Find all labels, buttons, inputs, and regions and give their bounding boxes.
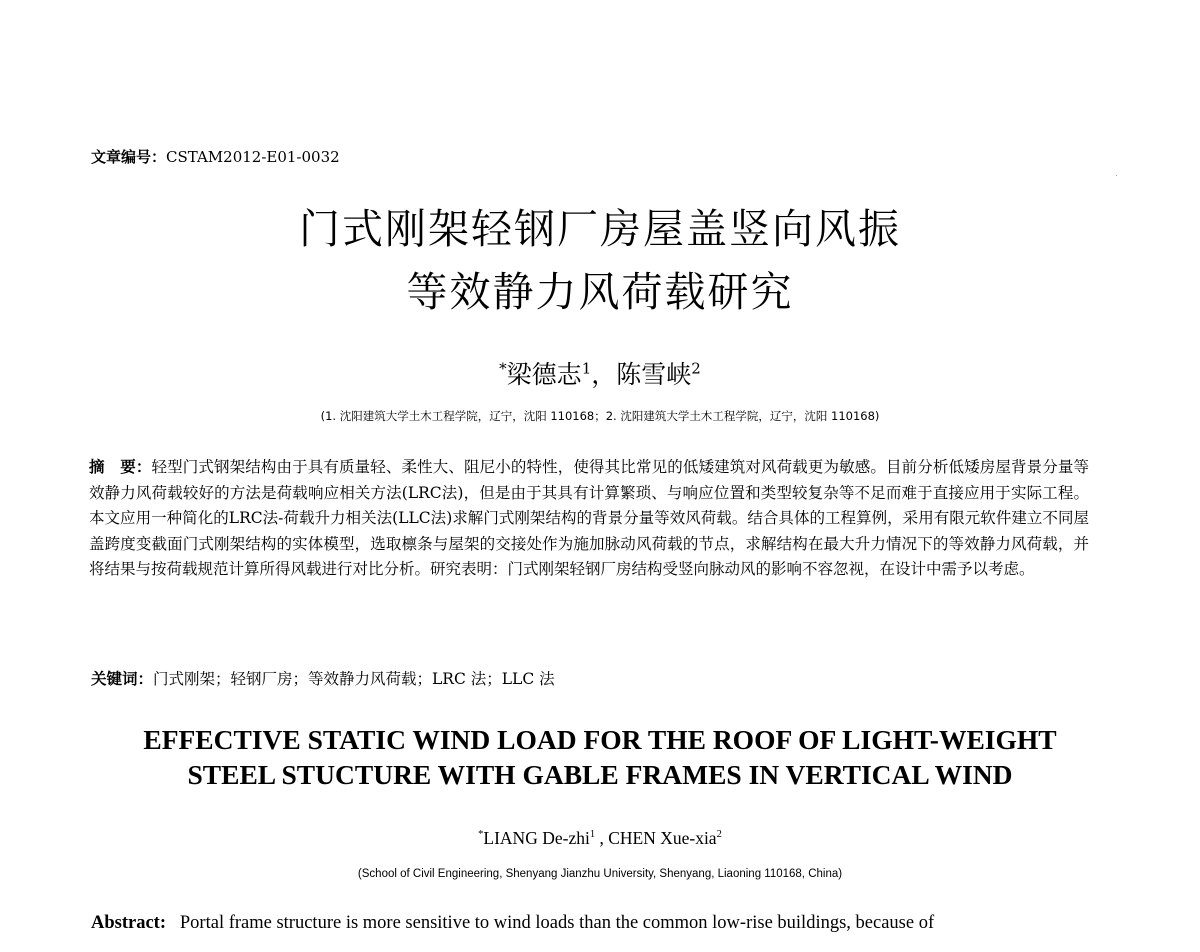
english-title-line-2: STEEL STUCTURE WITH GABLE FRAMES IN VERTICAL WIND	[187, 759, 1013, 790]
chinese-abstract-label: 摘 要：	[89, 458, 152, 476]
chinese-abstract	[89, 455, 1089, 583]
english-abstract	[91, 913, 1131, 934]
article-number: CSTAM2012-E01-0032	[166, 148, 340, 166]
article-number-label: 文章编号：	[91, 148, 167, 166]
english-authors	[0, 828, 1200, 849]
chinese-abstract-text: 轻型门式钢架结构由于具有质量轻、柔性大、阻尼小的特性，使得其比常见的低矮建筑对风荷载更为敏感。目前分析低矮房屋背景分量等效静力风荷载较好的方法是荷载响应相关方法(LRC法)，但是由于其具有计算繁琐、与响应位置和类型较复杂等不足而难于直接应用于实际工程。本文应用一种简化的LRC法-荷载升力相关法(LLC法)求解门式刚架结构的背景分量等效风荷载。结合具体的工程算例，采用有限元软件建立不同屋盖跨度变截面门式刚架结构的实体模型，选取檩条与屋架的交接处作为施加脉动风荷载的节点，求解结构在最大升力情况下的等效静力风荷载，并将结果与按荷载规范计算所得风载进行对比分析。研究表明：门式刚架轻钢厂房结构受竖向脉动风的影响不容忽视，在设计中需予以考虑。	[89, 458, 1090, 579]
english-corresponding-mark: *	[478, 829, 484, 841]
chinese-affiliation: (1. 沈阳建筑大学土木工程学院，辽宁，沈阳 110168；2. 沈阳建筑大学土木工程学院，辽宁，沈阳 110168)	[320, 409, 880, 423]
english-abstract-text: Portal frame structure is more sensitive to wind loads than the common low-rise buildings, because of	[179, 913, 935, 933]
chinese-author-2: 陈雪峡	[616, 360, 692, 389]
chinese-keywords	[91, 667, 555, 689]
chinese-keywords-label: 关键词：	[91, 670, 154, 688]
chinese-authors	[0, 355, 1200, 391]
chinese-author-1-affil: 1	[581, 359, 592, 378]
chinese-author-1: 梁德志	[506, 360, 582, 389]
english-author-1: LIANG De-zhi	[483, 828, 590, 848]
chinese-keywords-text: 门式刚架；轻钢厂房；等效静力风荷载；LRC 法；LLC 法	[153, 670, 555, 688]
chinese-title-line-2: 等效静力风荷载研究	[406, 268, 794, 316]
scan-speck	[1116, 175, 1117, 176]
english-author-1-affil: 1	[589, 829, 596, 841]
article-number-line	[91, 146, 340, 167]
english-affiliation: (School of Civil Engineering, Shenyang Jianzhu University, Shenyang, Liaoning 110168, China)	[357, 868, 843, 880]
chinese-title-line-1: 门式刚架轻钢厂房屋盖竖向风振	[299, 205, 901, 253]
english-abstract-label: Abstract:	[91, 913, 167, 933]
english-title-line-1: EFFECTIVE STATIC WIND LOAD FOR THE ROOF OF LIGHT-WEIGHT	[143, 724, 1057, 755]
corresponding-author-mark: *	[499, 359, 507, 378]
english-author-2-affil: 2	[716, 829, 722, 841]
chinese-author-separator: ，	[591, 360, 617, 389]
english-author-separator: ,	[595, 828, 609, 848]
english-author-2: CHEN Xue-xia	[608, 828, 717, 848]
chinese-author-2-affil: 2	[691, 359, 701, 378]
